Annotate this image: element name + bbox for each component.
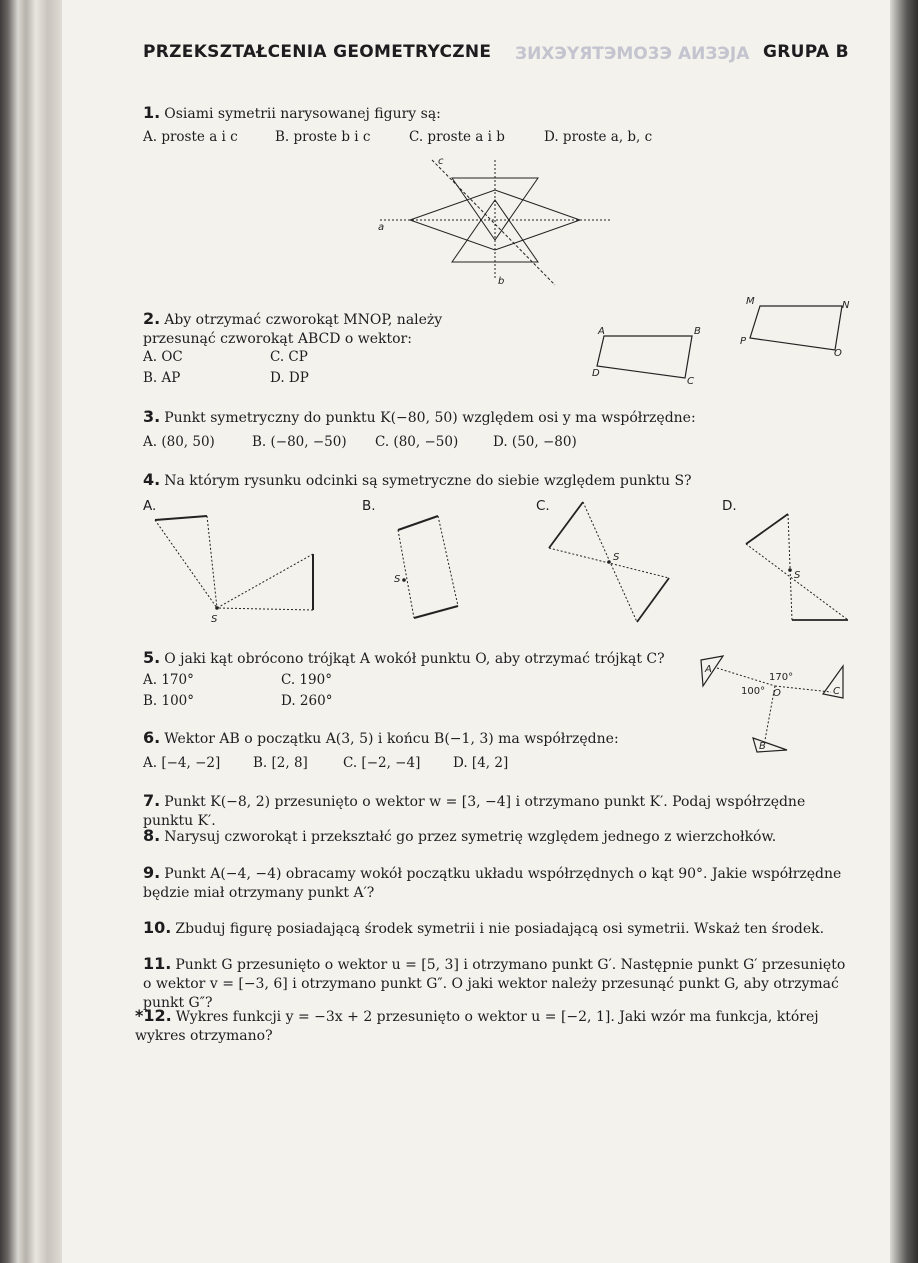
point-b: B [694, 326, 701, 337]
label-s: S [211, 614, 218, 625]
q5-figure [695, 652, 855, 760]
question-number: 1. [143, 103, 161, 122]
label-b: B [759, 741, 766, 752]
q6-option-b: B. [2, 8] [253, 755, 308, 771]
point-m: M [746, 296, 755, 307]
segment-1 [746, 514, 788, 544]
label-c: c [438, 156, 444, 167]
question-2 [143, 309, 513, 349]
question-text: Punkt symetryczny do punktu K(−80, 50) względem osi y ma współrzędne: [164, 410, 696, 426]
q2-option-c: C. CP [270, 349, 308, 365]
q3-option-c: C. (80, −50) [375, 434, 459, 450]
q5-option-b: B. 100° [143, 693, 195, 709]
page-title: PRZEKSZTAŁCENIA GEOMETRYCZNE [143, 42, 492, 62]
point-n: N [842, 300, 850, 311]
point-s [215, 606, 219, 610]
label-s: S [613, 552, 620, 563]
question-number: 6. [143, 728, 161, 747]
angle-100: 100° [741, 686, 766, 697]
q1-figure [370, 150, 630, 290]
q3-option-a: A. (80, 50) [143, 434, 215, 450]
point-s [402, 578, 406, 582]
bleed-through-text: ЗИХЭYЯТЭМО3Э AИЗЭJA [515, 44, 750, 64]
question-6 [143, 728, 619, 749]
question-number: 10. [143, 918, 172, 937]
question-4 [143, 470, 692, 491]
q6-option-d: D. [4, 2] [453, 755, 509, 771]
question-number: 5. [143, 648, 161, 667]
label-o: O [773, 688, 781, 699]
q6-option-c: C. [−2, −4] [343, 755, 421, 771]
question-7 [143, 791, 853, 831]
q1-option-c: C. proste a i b [409, 129, 505, 145]
question-3 [143, 407, 696, 428]
label-c: C [833, 686, 840, 697]
point-s [788, 568, 792, 572]
question-text: Osiami symetrii narysowanej figury są: [164, 106, 441, 122]
question-text: Aby otrzymać czworokąt MNOP, należy przesunąć czworokąt ABCD o wektor: [143, 312, 443, 347]
question-number: 11. [143, 954, 172, 973]
q4-option-b: B. [362, 498, 376, 514]
book-binding [0, 0, 70, 1263]
question-9 [143, 863, 853, 903]
q2-option-a: A. OC [143, 349, 183, 365]
point-s [607, 560, 611, 564]
q3-option-b: B. (−80, −50) [252, 434, 347, 450]
question-text: Zbuduj figurę posiadającą środek symetrii i nie posiadającą osi symetrii. Wskaż ten środek. [175, 921, 825, 937]
question-8 [143, 826, 853, 847]
q4-option-c: C. [536, 498, 550, 514]
page-edge-shadow [890, 0, 918, 1263]
question-10 [143, 918, 853, 939]
point-o: O [834, 348, 842, 359]
axis-c [432, 160, 555, 285]
q5-option-a: A. 170° [143, 672, 194, 688]
label-a: a [378, 222, 385, 233]
segment-2 [637, 578, 669, 622]
q3-option-d: D. (50, −80) [493, 434, 577, 450]
q6-option-a: A. [−4, −2] [143, 755, 221, 771]
label-a: A [705, 664, 712, 675]
q1-option-b: B. proste b i c [275, 129, 371, 145]
question-number: 9. [143, 863, 161, 882]
segment-1 [549, 502, 583, 548]
question-number: 8. [143, 826, 161, 845]
q5-option-c: C. 190° [281, 672, 332, 688]
q4-option-d: D. [722, 498, 737, 514]
angle-170: 170° [769, 672, 794, 683]
question-12 [135, 1006, 853, 1046]
quad-mnop [750, 306, 842, 350]
question-text: Punkt G przesunięto o wektor u = [5, 3] i otrzymano punkt G′. Następnie punkt G′ przesunięto o wektor v = [−3, 6] i otrzymano punkt G″. O jaki wektor należy przesunąć punkt G, aby otrzymać punkt G″? [143, 957, 846, 1011]
q2-option-d: D. DP [270, 370, 309, 386]
q4-figure-b [390, 510, 480, 625]
q2-figure [590, 298, 860, 393]
point-c: C [687, 376, 694, 387]
question-text: Punkt K(−8, 2) przesunięto o wektor w = [3, −4] i otrzymano punkt K′. Podaj współrzędne punktu K′. [143, 794, 806, 829]
q5-option-d: D. 260° [281, 693, 333, 709]
question-number: 7. [143, 791, 161, 810]
question-number: 2. [143, 309, 161, 328]
question-5 [143, 648, 665, 669]
label-b: b [498, 276, 505, 287]
q4-figure-c [545, 498, 685, 626]
question-number: *12. [135, 1006, 172, 1025]
label-s: S [794, 570, 801, 581]
question-number: 4. [143, 470, 161, 489]
question-11 [143, 954, 853, 1013]
label-s: S [394, 574, 401, 585]
question-text: Wektor AB o początku A(3, 5) i końcu B(−1, 3) ma współrzędne: [164, 731, 619, 747]
question-text: Na którym rysunku odcinki są symetryczne do siebie względem punktu S? [164, 473, 692, 489]
point-p: P [740, 336, 747, 347]
point-d: D [592, 368, 600, 379]
quad-abcd [597, 336, 692, 378]
question-number: 3. [143, 407, 161, 426]
group-label: GRUPA B [763, 42, 849, 62]
q1-option-a: A. proste a i c [143, 129, 238, 145]
segment-1 [155, 516, 207, 520]
point-a: A [598, 326, 605, 337]
question-1 [143, 103, 441, 124]
q4-figure-a [145, 512, 335, 627]
q4-option-a: A. [143, 498, 157, 514]
segment-2 [414, 606, 458, 618]
q4-figure-d [740, 510, 860, 625]
question-text: Narysuj czworokąt i przekształć go przez symetrię względem jednego z wierzchołków. [164, 829, 777, 845]
q1-option-d: D. proste a, b, c [544, 129, 653, 145]
question-text: O jaki kąt obrócono trójkąt A wokół punktu O, aby otrzymać trójkąt C? [164, 651, 665, 667]
question-text: Punkt A(−4, −4) obracamy wokół początku układu współrzędnych o kąt 90°. Jakie współrzędne będzie miał otrzymany punkt A′? [143, 866, 842, 901]
question-text: Wykres funkcji y = −3x + 2 przesunięto o wektor u = [−2, 1]. Jaki wzór ma funkcja, której wykres otrzymano? [135, 1009, 819, 1044]
segment-1 [398, 516, 438, 530]
q2-option-b: B. AP [143, 370, 181, 386]
